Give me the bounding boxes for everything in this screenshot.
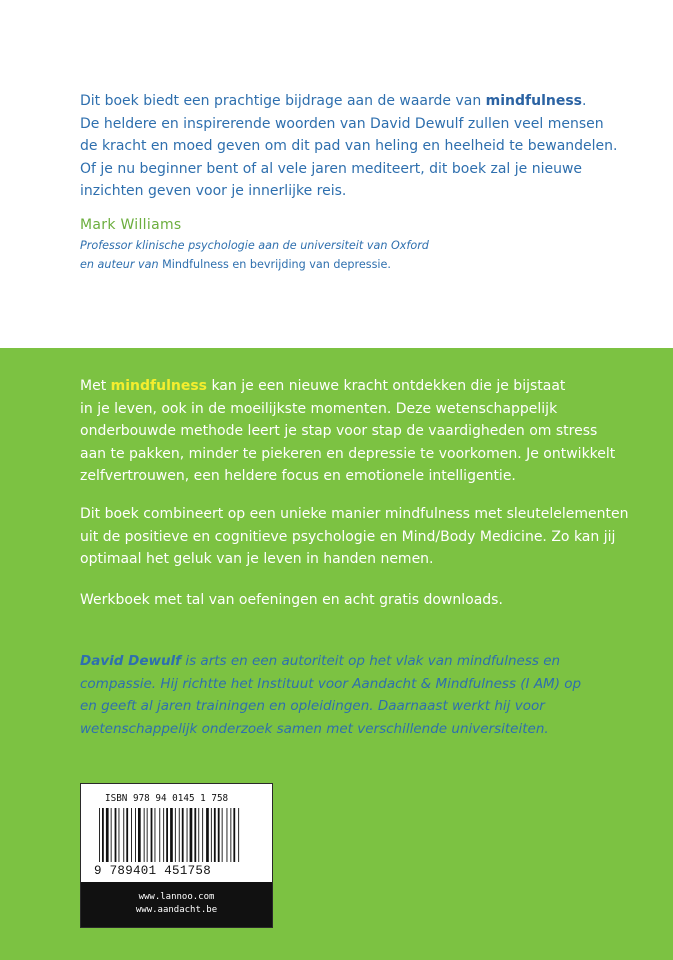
isbn-digits: 9 789401 451758 — [94, 864, 212, 878]
isbn-barcode-box — [80, 783, 273, 928]
author-bio: David Dewulf is arts en een autoriteit op het vlak van mindfulness en compassie. Hij richtte het Instituut voor Aandacht & Mindfulness (I AM) op en geeft al jaren trainingen en opleidingen. Daarnaast werkt hij voor wetenschappelijk onderzoek samen met verschillende universiteiten. — [80, 653, 582, 737]
quote-line: inzichten geven voor je innerlijke reis. — [80, 183, 347, 199]
book-title: Mindfulness en bevrijding van depressie. — [162, 257, 391, 271]
endorsement-quote — [80, 90, 640, 203]
description-paragraph-3: Werkboek met tal van oefeningen en acht gratis downloads. — [80, 592, 503, 608]
isbn-label: ISBN 978 94 0145 1 758 — [105, 793, 229, 804]
description-paragraph-2: Dit boek combineert op een unieke manier mindfulness met sleutelelementen uit de positieve en cognitieve psychologie en Mind/Body Medicine. Zo kan jij optimaal het geluk van je leven in handen nemen. — [80, 506, 629, 567]
description-keyword: mindfulness — [110, 378, 207, 394]
publisher-url-bar — [81, 882, 272, 927]
quote-line: de kracht en moed geven om dit pad van heling en heelheid te bewandelen. — [80, 138, 618, 154]
quote-keyword: mindfulness — [485, 93, 583, 109]
top-section — [0, 0, 673, 348]
quote-line: Of je nu beginner bent of al vele jaren mediteert, dit boek zal je nieuwe — [80, 160, 583, 177]
quote-line: Dit boek biedt een prachtige bijdrage aan de waarde van mindfulness. — [80, 93, 587, 109]
barcode-icon — [97, 808, 257, 862]
publisher-url: www.lannoo.com — [138, 892, 215, 902]
author-url: www.aandacht.be — [135, 905, 218, 915]
description-paragraph-1: Met mindfulness kan je een nieuwe kracht ontdekken die je bijstaat in je leven, ook in de moeilijkste momenten. Deze wetenschappelijk onderbouwde methode leert je stap voor stap de vaardigheden om stress aan te pakken, minder te piekeren en depressie te voorkomen. Je ontwikkelt zelfvertrouwen, een heldere focus en emotionele intelligentie. — [80, 378, 616, 484]
bio-author-name: David Dewulf — [80, 653, 182, 669]
quote-author: Mark Williams — [80, 217, 182, 233]
quote-line: De heldere en inspirerende woorden van David Dewulf zullen veel mensen — [80, 115, 604, 132]
author-affiliation: Professor klinische psychologie aan de universiteit van Oxford en auteur van Mindfulness en bevrijding van depressie. — [80, 239, 429, 271]
